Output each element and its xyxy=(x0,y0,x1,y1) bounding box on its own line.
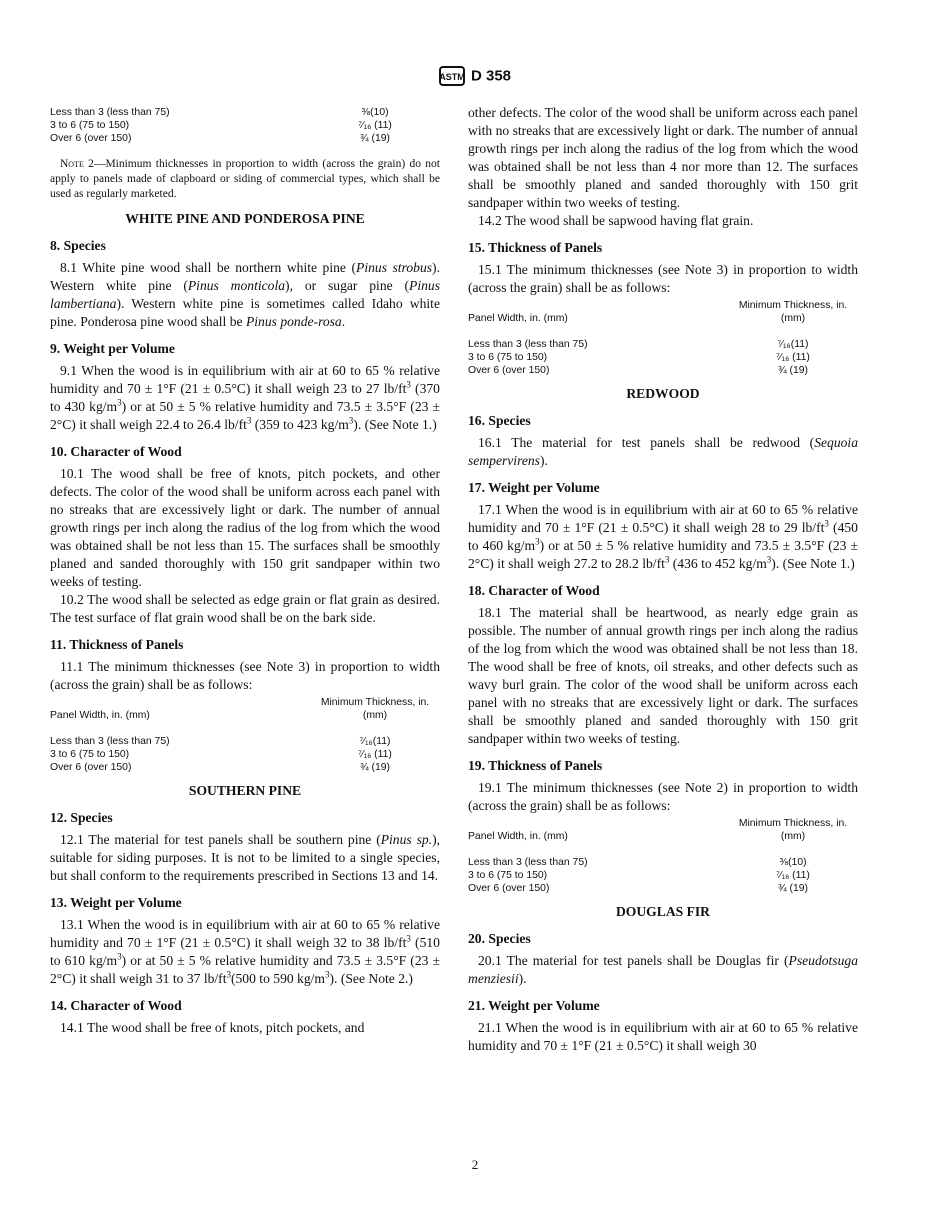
paragraph-10-2: 10.2 The wood shall be selected as edge grain or flat grain as desired. The test surface of flat grain wood shall be on the bark side. xyxy=(50,592,440,625)
heading-10: 10. Character of Wood xyxy=(50,444,182,459)
paragraph-21-1-start: 21.1 When the wood is in equilibrium with air at 60 to 65 % relative humidity and 70 ± 1°F (21 ± 0.5°C) it shall weigh 30 xyxy=(468,1020,858,1053)
heading-12: 12. Species xyxy=(50,810,113,825)
table-row: Over 6 (over 150) ¾ (19) xyxy=(468,365,809,376)
right-column xyxy=(468,104,858,1055)
section-title-southern-pine: SOUTHERN PINE xyxy=(188,783,302,798)
heading-17: 17. Weight per Volume xyxy=(468,480,600,495)
paragraph-10-1: 10.1 The wood shall be free of knots, pitch pockets, and other defects. The color of the wood shall be uniform across each panel with no streaks that are excessively light or dark. The number of annual growth rings per inch along the radius of the log from which the wood was obtained shall be not less than 15. The surfaces shall be smoothly planed and sanded thoroughly with 150 grit sandpaper within two weeks of testing. xyxy=(50,466,440,589)
paragraph-14-1-cont: other defects. The color of the wood shall be uniform across each panel with no streaks that are excessively light or dark. The number of annual growth rings per inch along the radius of the log from which the wood was obtained shall be not less than 4 nor more than 12. The surfaces shall be smoothly planed and sanded thoroughly with 150 grit sandpaper within two weeks of testing. xyxy=(468,105,858,210)
note-2: Note 2—Minimum thicknesses in proportion to width (across the grain) do not apply to panels made of clapboard or siding of commercial types, which shall be used as regularly marketed. xyxy=(50,158,440,200)
table-row: Less than 3 (less than 75) ⁷⁄₁₆(11) xyxy=(50,736,391,747)
table-row: Over 6 (over 150) ¾ (19) xyxy=(468,883,809,894)
section-title-white-pine: WHITE PINE AND PONDEROSA PINE xyxy=(125,211,365,226)
paragraph-13-1: 13.1 When the wood is in equilibrium with air at 60 to 65 % relative humidity and 70 ± 1°F (21 ± 0.5°C) it shall weigh 32 to 38 $lb/ft^3$ (510 to 610 $kg/m^3$) or at 50 ± 5 % relative humidity and 73.5 ± 3.5°F (23 ± 2°C) it shall weigh 31 to 37 $lb/ft^3(500$ to 590 $kg/m^3$). (See Note 2.) xyxy=(50,917,440,986)
section-title-douglas-fir: DOUGLAS FIR xyxy=(615,904,711,919)
left-column xyxy=(50,104,440,1037)
paragraph-19-1: 19.1 The minimum thicknesses (see Note 2) in proportion to width (across the grain) shall be as follows: xyxy=(468,780,858,813)
heading-15: 15. Thickness of Panels xyxy=(468,240,603,255)
heading-20: 20. Species xyxy=(468,931,531,946)
table-row: Over 6 (over 150) ¾ (19) xyxy=(50,762,391,773)
paragraph-16-1: 16.1 The material for test panels shall be redwood (Sequoia sempervirens). xyxy=(468,435,858,468)
paragraph-15-1: 15.1 The minimum thicknesses (see Note 3) in proportion to width (across the grain) shall be as follows: xyxy=(468,262,858,295)
heading-13: 13. Weight per Volume xyxy=(50,895,182,910)
svg-text:ASTM: ASTM xyxy=(439,72,465,82)
paragraph-8-1: 8.1 White pine wood shall be northern white pine (Pinus strobus). Western white pine (Pinus monticola), or sugar pine (Pinus lambertiana). Western white pine is sometimes called Idaho white pine. Ponderosa pine wood shall be Pinus ponde-rosa. xyxy=(50,260,441,329)
paragraph-14-2: 14.2 The wood shall be sapwood having flat grain. xyxy=(478,213,754,228)
table-row: Less than 3 (less than 75) ⅜(10) xyxy=(468,857,807,868)
paragraph-11-1: 11.1 The minimum thicknesses (see Note 3) in proportion to width (across the grain) shall be as follows: xyxy=(50,659,440,692)
table-row: Less than 3 (less than 75) ⁷⁄₁₆(11) xyxy=(468,339,809,350)
table-row: 3 to 6 (75 to 150) ⁷⁄₁₆ (11) xyxy=(468,870,810,881)
paragraph-17-1: 17.1 When the wood is in equilibrium with air at 60 to 65 % relative humidity and 70 ± 1°F (21 ± 0.5°C) it shall weigh 28 to 29 $lb/ft^3$ (450 to 460 $kg/m^3$) or at 50 ± 5 % relative humidity and 73.5 ± 3.5°F (23 ± 2°C) it shall weigh 27.2 to 28.2 $lb/ft^3$ (436 to 452 $kg/m^3$). (See Note 1.) xyxy=(468,502,858,571)
table-row: 3 to 6 (75 to 150) ⁷⁄₁₆ (11) xyxy=(50,749,392,760)
paragraph-18-1: 18.1 The material shall be heartwood, as nearly edge grain as possible. The number of annual growth rings per inch along the radius of the log from which the wood was obtained shall be not less than 18. The wood shall be free of knots, oil streaks, and other defects such as wavy burl grain. The color of the wood shall be uniform across each panel with no streaks that are excessively light or dark. The surfaces shall be smoothly planed and sanded thoroughly with 150 grit sandpaper within two weeks of testing. xyxy=(468,605,858,746)
heading-18: 18. Character of Wood xyxy=(468,583,600,598)
thickness-table-19: Minimum Thickness, in. Panel Width, in. (mm) (mm) Less than 3 (less than 75) ⅜(10) 3 to 6 (75 to 150) ⁷⁄₁₆ (11) Over 6 (over 150) ¾ (19) xyxy=(468,817,858,895)
table-row: 3 to 6 (75 to 150) ⁷⁄₁₆ (11) xyxy=(468,352,810,363)
table-row: 3 to 6 (75 to 150) ⁷⁄₁₆ (11) xyxy=(50,120,392,131)
heading-16: 16. Species xyxy=(468,413,531,428)
heading-8: 8. Species xyxy=(50,238,106,253)
heading-19: 19. Thickness of Panels xyxy=(468,758,603,773)
heading-9: 9. Weight per Volume xyxy=(50,341,175,356)
heading-21: 21. Weight per Volume xyxy=(468,998,600,1013)
thickness-table-15: Minimum Thickness, in. Panel Width, in. (mm) (mm) Less than 3 (less than 75) ⁷⁄₁₆(11) 3 to 6 (75 to 150) ⁷⁄₁₆ (11) Over 6 (over 150) ¾ (19) xyxy=(468,299,858,377)
paragraph-12-1: 12.1 The material for test panels shall be southern pine (Pinus sp.), suitable for siding purposes. It is not to be limited to a single species, but shall conform to the requirements prescribed in Sections 13 and 14. xyxy=(50,832,440,883)
heading-11: 11. Thickness of Panels xyxy=(50,637,184,652)
page-number: 2 xyxy=(471,1157,479,1172)
paragraph-20-1: 20.1 The material for test panels shall be Douglas fir (Pseudotsuga menziesii). xyxy=(468,953,858,986)
astm-logo-icon xyxy=(439,66,465,86)
thickness-table-11: Minimum Thickness, in. Panel Width, in. (mm) (mm) Less than 3 (less than 75) ⁷⁄₁₆(11) 3 to 6 (75 to 150) ⁷⁄₁₆ (11) Over 6 (over 150) ¾ (19) xyxy=(50,696,440,774)
page-header xyxy=(0,66,950,86)
heading-14: 14. Character of Wood xyxy=(50,998,182,1013)
paragraph-9-1: 9.1 When the wood is in equilibrium with air at 60 to 65 % relative humidity and 70 ± 1°F (21 ± 0.5°C) it shall weigh 23 to 27 $lb/ft^3$ (370 to 430 $kg/m^3$) or at 50 ± 5 % relative humidity and 73.5 ± 3.5°F (23 ± 2°C) it shall weigh 22.4 to 26.4 $lb/ft^3$ (359 to 423 $kg/m^3$). (See Note 1.) xyxy=(50,363,440,432)
table-row: Less than 3 (less than 75) ⅜(10) xyxy=(50,107,389,118)
designation: D 358 xyxy=(470,67,512,85)
thickness-table-top xyxy=(50,106,440,145)
paragraph-14-1-start: 14.1 The wood shall be free of knots, pitch pockets, and xyxy=(60,1020,365,1035)
table-row: Over 6 (over 150) ¾ (19) xyxy=(50,133,391,144)
section-title-redwood: REDWOOD xyxy=(626,386,700,401)
